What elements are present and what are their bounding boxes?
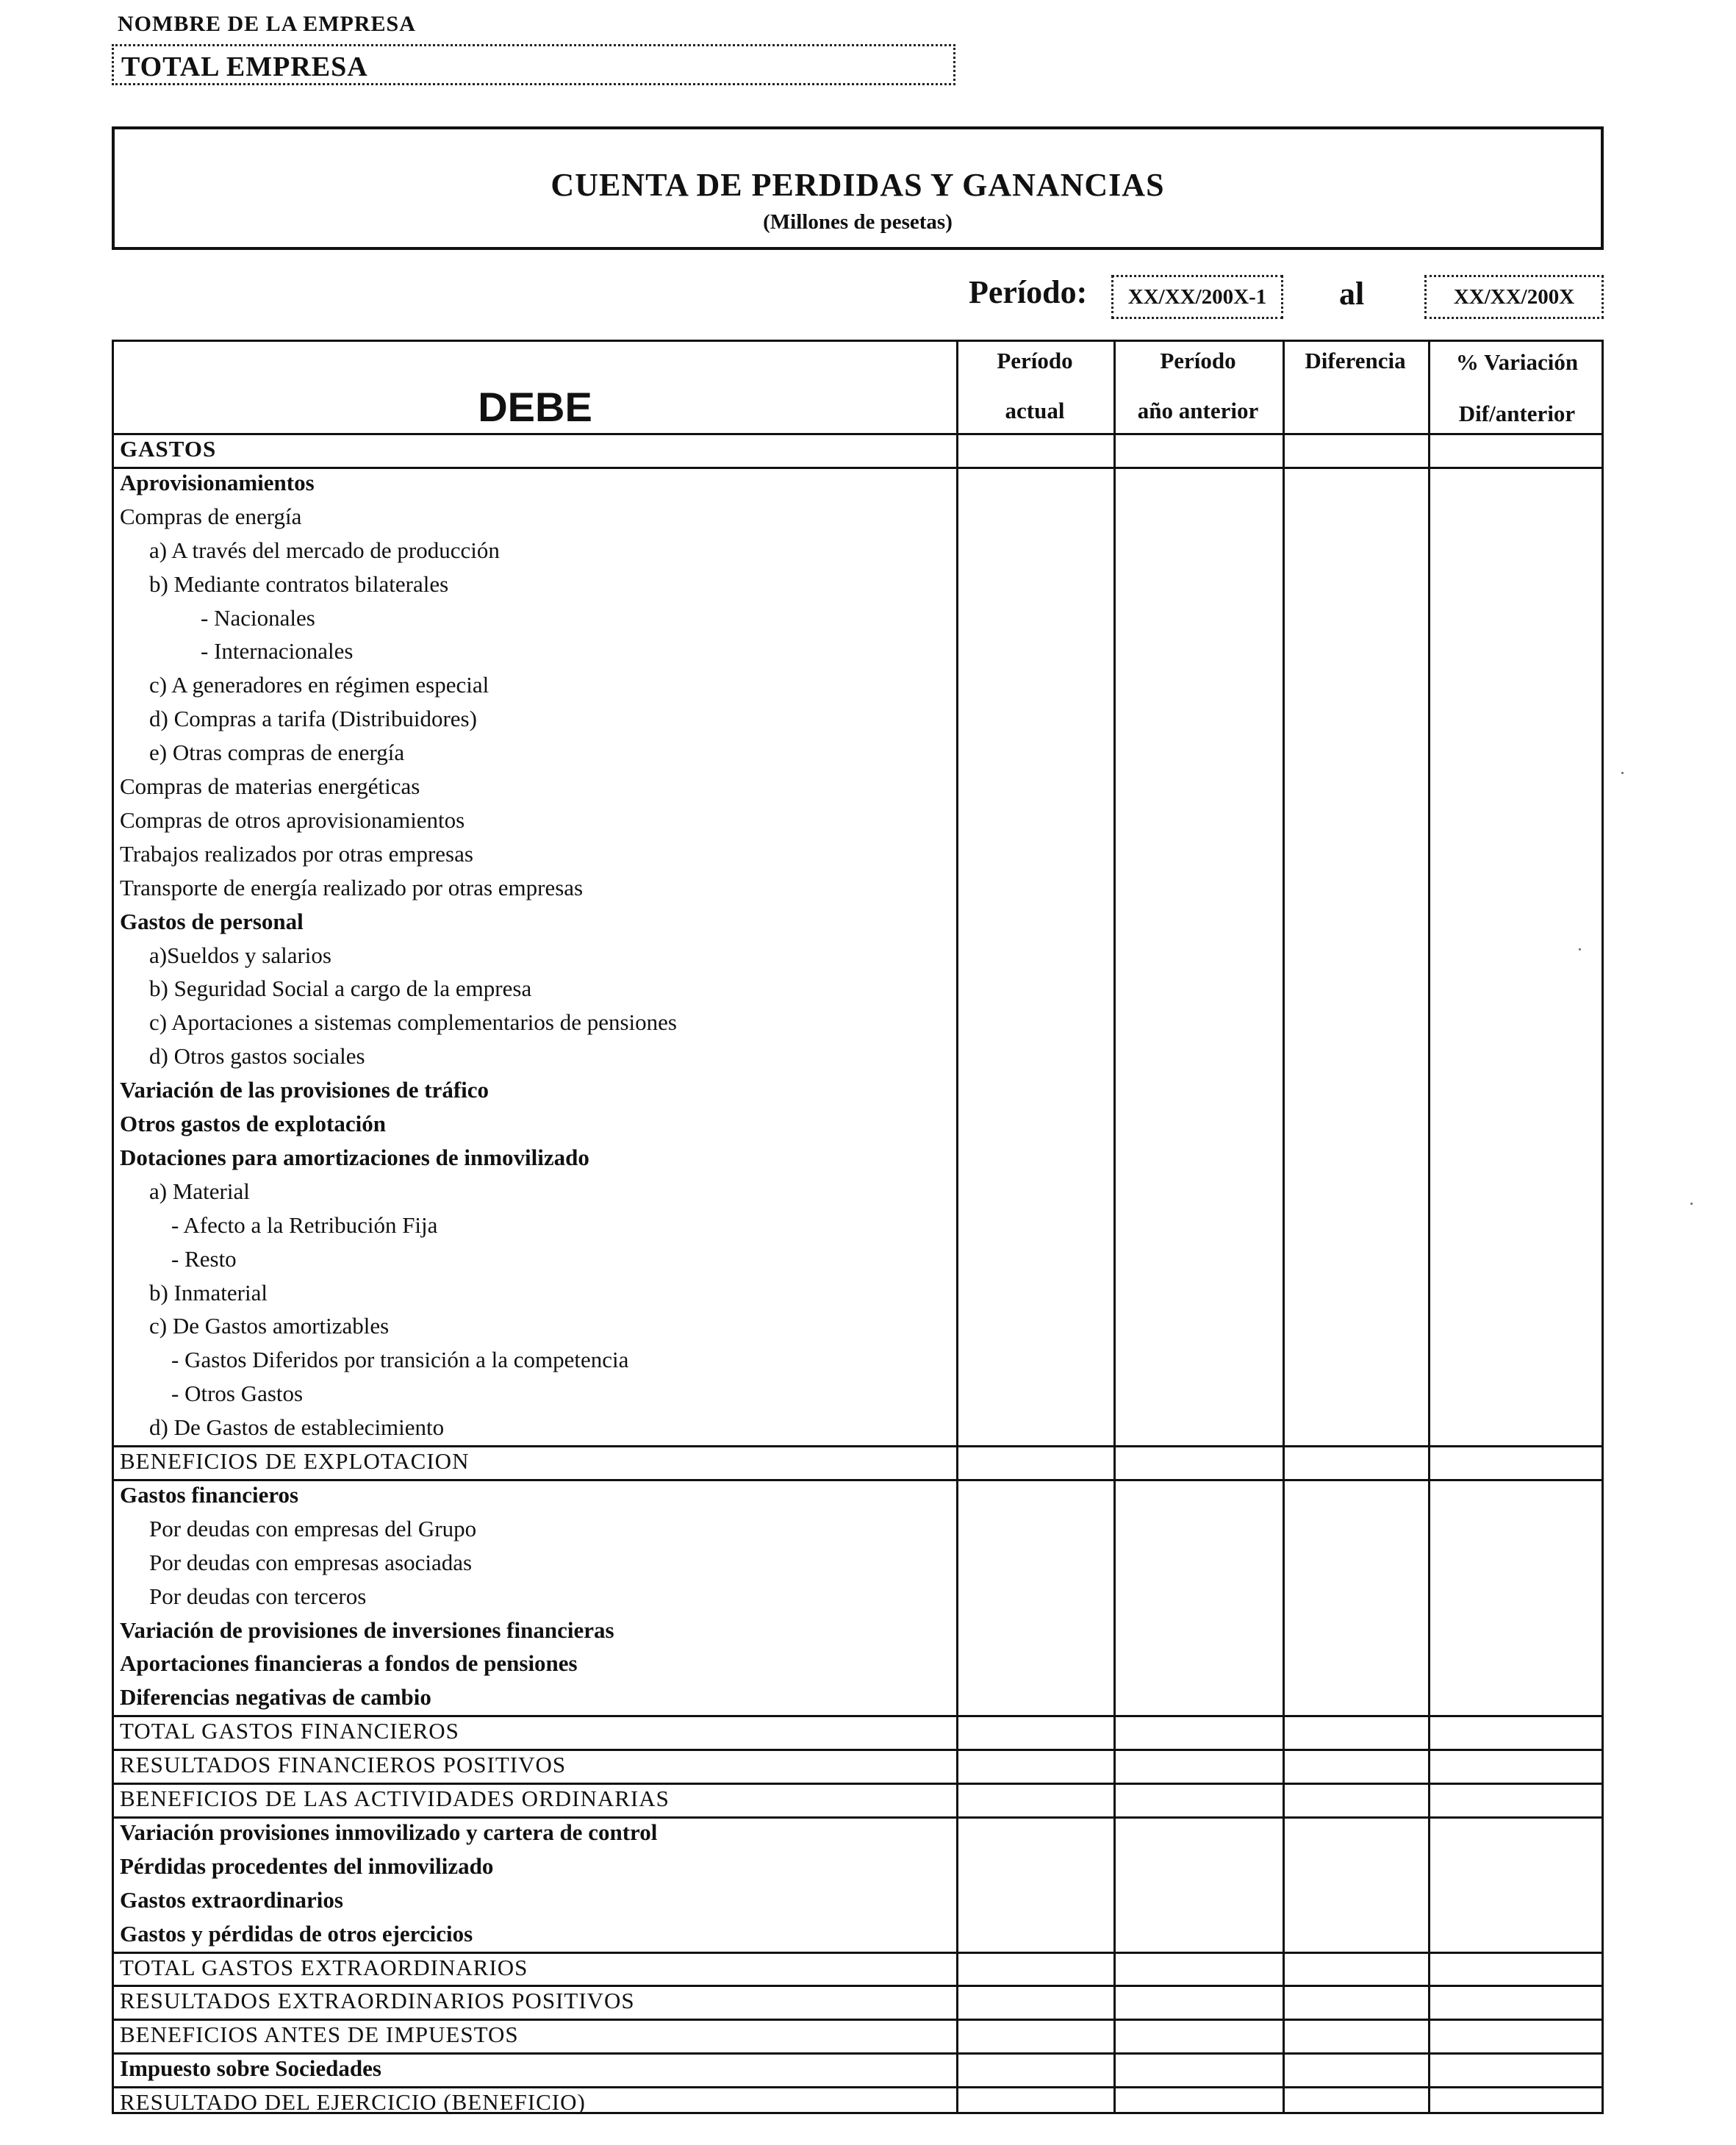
col-header-period-actual: Período [997, 348, 1073, 373]
row-rule [114, 1479, 1602, 1481]
table-row-label: Variación de provisiones de inversiones financieras [120, 1617, 614, 1643]
table-row-label: - Afecto a la Retribución Fija [171, 1212, 438, 1238]
col-header-period-prior: Período [1160, 348, 1236, 373]
table-row-label: a)Sueldos y salarios [149, 942, 331, 968]
table-row-label: Diferencias negativas de cambio [120, 1684, 431, 1710]
table-row-label: RESULTADOS FINANCIEROS POSITIVOS [120, 1752, 567, 1777]
income-statement-table [112, 340, 1604, 2114]
debe-heading: DEBE [478, 384, 592, 430]
table-row-label: Compras de otros aprovisionamientos [120, 807, 465, 833]
table-row-label: d) Compras a tarifa (Distribuidores) [149, 706, 477, 731]
table-row-label: Transporte de energía realizado por otras empresas [120, 875, 584, 900]
scan-speck [1621, 772, 1624, 774]
header-rule [114, 433, 1602, 435]
table-row-label: Por deudas con empresas asociadas [149, 1550, 473, 1575]
table-row-label: RESULTADO DEL EJERCICIO (BENEFICIO) [120, 2089, 586, 2115]
table-row-label: Por deudas con empresas del Grupo [149, 1516, 477, 1541]
col-header-difference: Diferencia [1305, 348, 1406, 373]
row-rule [114, 467, 1602, 469]
table-row-label: d) De Gastos de establecimiento [149, 1414, 445, 1440]
company-label: NOMBRE DE LA EMPRESA [118, 12, 416, 36]
table-row-label: Aprovisionamientos [120, 470, 315, 495]
table-row-label: c) De Gastos amortizables [149, 1313, 390, 1339]
col-header-variation-sub: Dif/anterior [1458, 401, 1576, 426]
table-row-label: Variación provisiones inmovilizado y cartera de control [120, 1819, 658, 1845]
report-title: CUENTA DE PERDIDAS Y GANANCIAS [550, 167, 1165, 203]
table-row-label: b) Inmaterial [149, 1280, 268, 1306]
column-divider [1283, 342, 1285, 2112]
table-row-label: - Internacionales [201, 638, 354, 664]
scan-speck [1579, 948, 1581, 950]
table-row-label: BENEFICIOS DE LAS ACTIVIDADES ORDINARIAS [120, 1786, 670, 1811]
table-row-label: a) Material [149, 1178, 250, 1204]
table-row-label: b) Seguridad Social a cargo de la empresa [149, 975, 532, 1001]
column-divider [956, 342, 958, 2112]
table-row-label: RESULTADOS EXTRAORDINARIOS POSITIVOS [120, 1988, 635, 2013]
col-header-period-prior-sub: año anterior [1137, 398, 1259, 423]
scan-speck [1690, 1203, 1693, 1205]
company-name: TOTAL EMPRESA [121, 51, 368, 82]
table-row-label: GASTOS [120, 436, 217, 462]
table-row-label: BENEFICIOS DE EXPLOTACION [120, 1448, 470, 1474]
table-row-label: Pérdidas procedentes del inmovilizado [120, 1853, 494, 1879]
table-row-label: e) Otras compras de energía [149, 740, 405, 765]
table-row-label: Compras de materias energéticas [120, 773, 420, 799]
col-header-variation: % Variación [1455, 349, 1579, 375]
report-subtitle: (Millones de pesetas) [763, 210, 953, 234]
table-row-label: - Nacionales [201, 605, 315, 631]
table-row-label: - Otros Gastos [171, 1381, 304, 1406]
period-label: Período: [969, 274, 1088, 310]
company-name-field[interactable] [112, 44, 955, 85]
table-row-label: Otros gastos de explotación [120, 1111, 386, 1136]
title-box [112, 126, 1604, 250]
table-row-label: Trabajos realizados por otras empresas [120, 841, 473, 867]
table-row-label: a) A través del mercado de producción [149, 537, 500, 563]
table-row-label: Dotaciones para amortizaciones de inmovilizado [120, 1145, 589, 1170]
table-row-label: b) Mediante contratos bilaterales [149, 571, 449, 597]
table-row-label: Aportaciones financieras a fondos de pensiones [120, 1650, 578, 1676]
column-divider [1113, 342, 1116, 2112]
table-row-label: Por deudas con terceros [149, 1583, 367, 1609]
column-divider [1428, 342, 1430, 2112]
table-row-label: Impuesto sobre Sociedades [120, 2055, 381, 2081]
table-row-label: TOTAL GASTOS EXTRAORDINARIOS [120, 1955, 528, 1980]
table-row-label: Compras de energía [120, 504, 302, 529]
period-to-field[interactable]: XX/XX/200X [1424, 275, 1604, 319]
table-row-label: d) Otros gastos sociales [149, 1043, 365, 1069]
table-row-label: Gastos financieros [120, 1482, 299, 1508]
table-row-label: BENEFICIOS ANTES DE IMPUESTOS [120, 2022, 519, 2047]
table-row-label: c) Aportaciones a sistemas complementarios de pensiones [149, 1009, 677, 1035]
table-row-label: - Resto [171, 1246, 237, 1272]
table-row-label: - Gastos Diferidos por transición a la competencia [171, 1347, 629, 1372]
table-row-label: c) A generadores en régimen especial [149, 672, 489, 698]
table-row-label: Gastos de personal [120, 909, 304, 934]
table-row-label: Gastos extraordinarios [120, 1887, 343, 1913]
table-row-label: TOTAL GASTOS FINANCIEROS [120, 1718, 459, 1744]
period-connector: al [1339, 276, 1365, 312]
col-header-period-actual-sub: actual [1005, 398, 1065, 423]
table-row-label: Variación de las provisiones de tráfico [120, 1077, 489, 1103]
period-from-field[interactable]: XX/XX/200X-1 [1111, 275, 1283, 319]
table-row-label: Gastos y pérdidas de otros ejercicios [120, 1921, 473, 1947]
